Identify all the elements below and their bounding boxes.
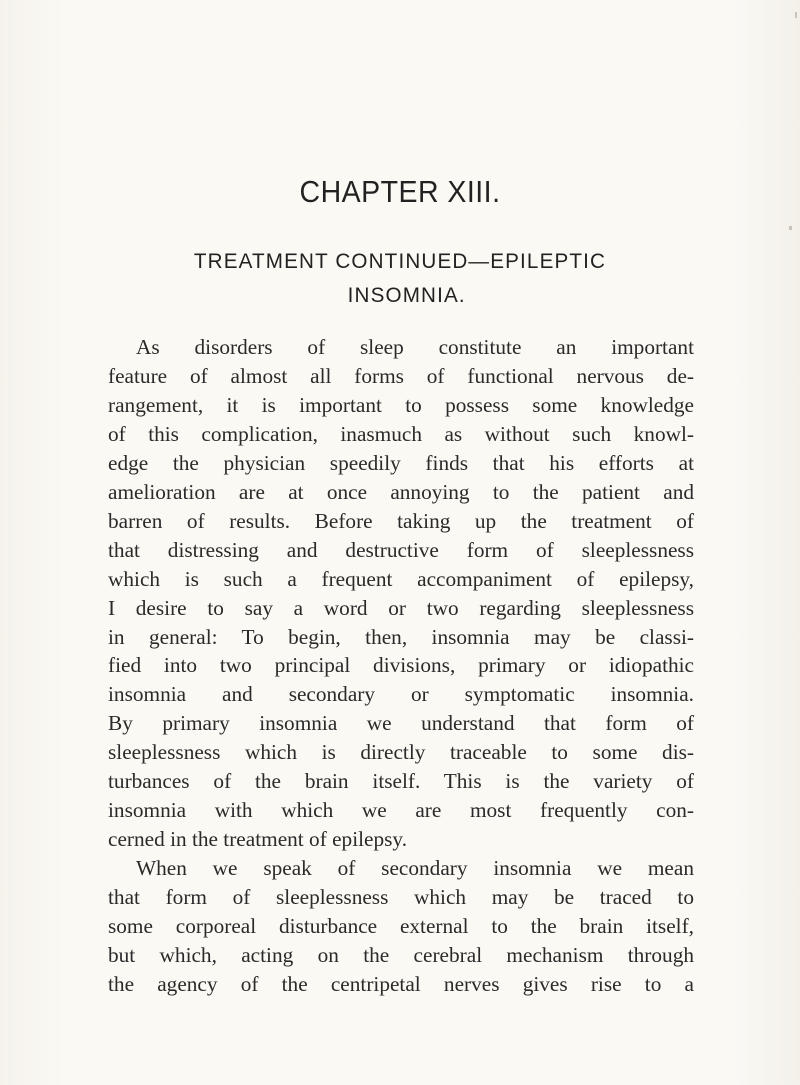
subtitle-line-2: INSOMNIA. bbox=[347, 283, 466, 307]
text-line: sleeplessness which is directly traceable to some dis- bbox=[108, 740, 694, 765]
text-line: I desire to say a word or two regarding sleeplessness bbox=[108, 595, 694, 620]
text-line: some corporeal disturbance external to the brain itself, bbox=[108, 914, 694, 939]
text-line: amelioration are at once annoying to the patient and bbox=[108, 479, 694, 504]
text-line: the agency of the centripetal nerves gives rise to a bbox=[108, 971, 694, 996]
text-line: that form of sleeplessness which may be traced to bbox=[108, 885, 694, 910]
text-line: cerned in the treatment of epilepsy. bbox=[108, 827, 408, 852]
text-line: By primary insomnia we understand that form of bbox=[108, 711, 694, 736]
text-line: feature of almost all forms of functional nervous de- bbox=[108, 363, 694, 388]
text-line: in general: To begin, then, insomnia may be classi- bbox=[108, 624, 694, 649]
page-speck bbox=[789, 226, 792, 230]
chapter-subtitle bbox=[16, 244, 784, 312]
body-text bbox=[108, 333, 694, 999]
text-line: of this complication, inasmuch as without such knowl- bbox=[108, 421, 694, 446]
chapter-title: CHAPTER XIII. bbox=[299, 174, 501, 209]
text-line: turbances of the brain itself. This is the variety of bbox=[108, 769, 694, 794]
page-speck bbox=[795, 12, 797, 18]
text-line: When we speak of secondary insomnia we mean bbox=[136, 856, 694, 881]
text-line: insomnia and secondary or symptomatic insomnia. bbox=[108, 682, 694, 707]
text-line: which is such a frequent accompaniment of epilepsy, bbox=[108, 566, 694, 591]
text-line: As disorders of sleep constitute an important bbox=[136, 335, 694, 359]
text-line: that distressing and destructive form of sleeplessness bbox=[108, 537, 694, 562]
text-line: insomnia with which we are most frequently con- bbox=[108, 798, 694, 823]
subtitle-line-1: TREATMENT CONTINUED—EPILEPTIC bbox=[193, 249, 607, 273]
text-line: edge the physician speedily finds that his efforts at bbox=[108, 450, 694, 475]
text-line: but which, acting on the cerebral mechanism through bbox=[108, 943, 694, 968]
text-line: fied into two principal divisions, primary or idiopathic bbox=[108, 653, 694, 678]
text-line: barren of results. Before taking up the treatment of bbox=[108, 508, 694, 533]
text-line: rangement, it is important to possess some knowledge bbox=[108, 392, 694, 417]
